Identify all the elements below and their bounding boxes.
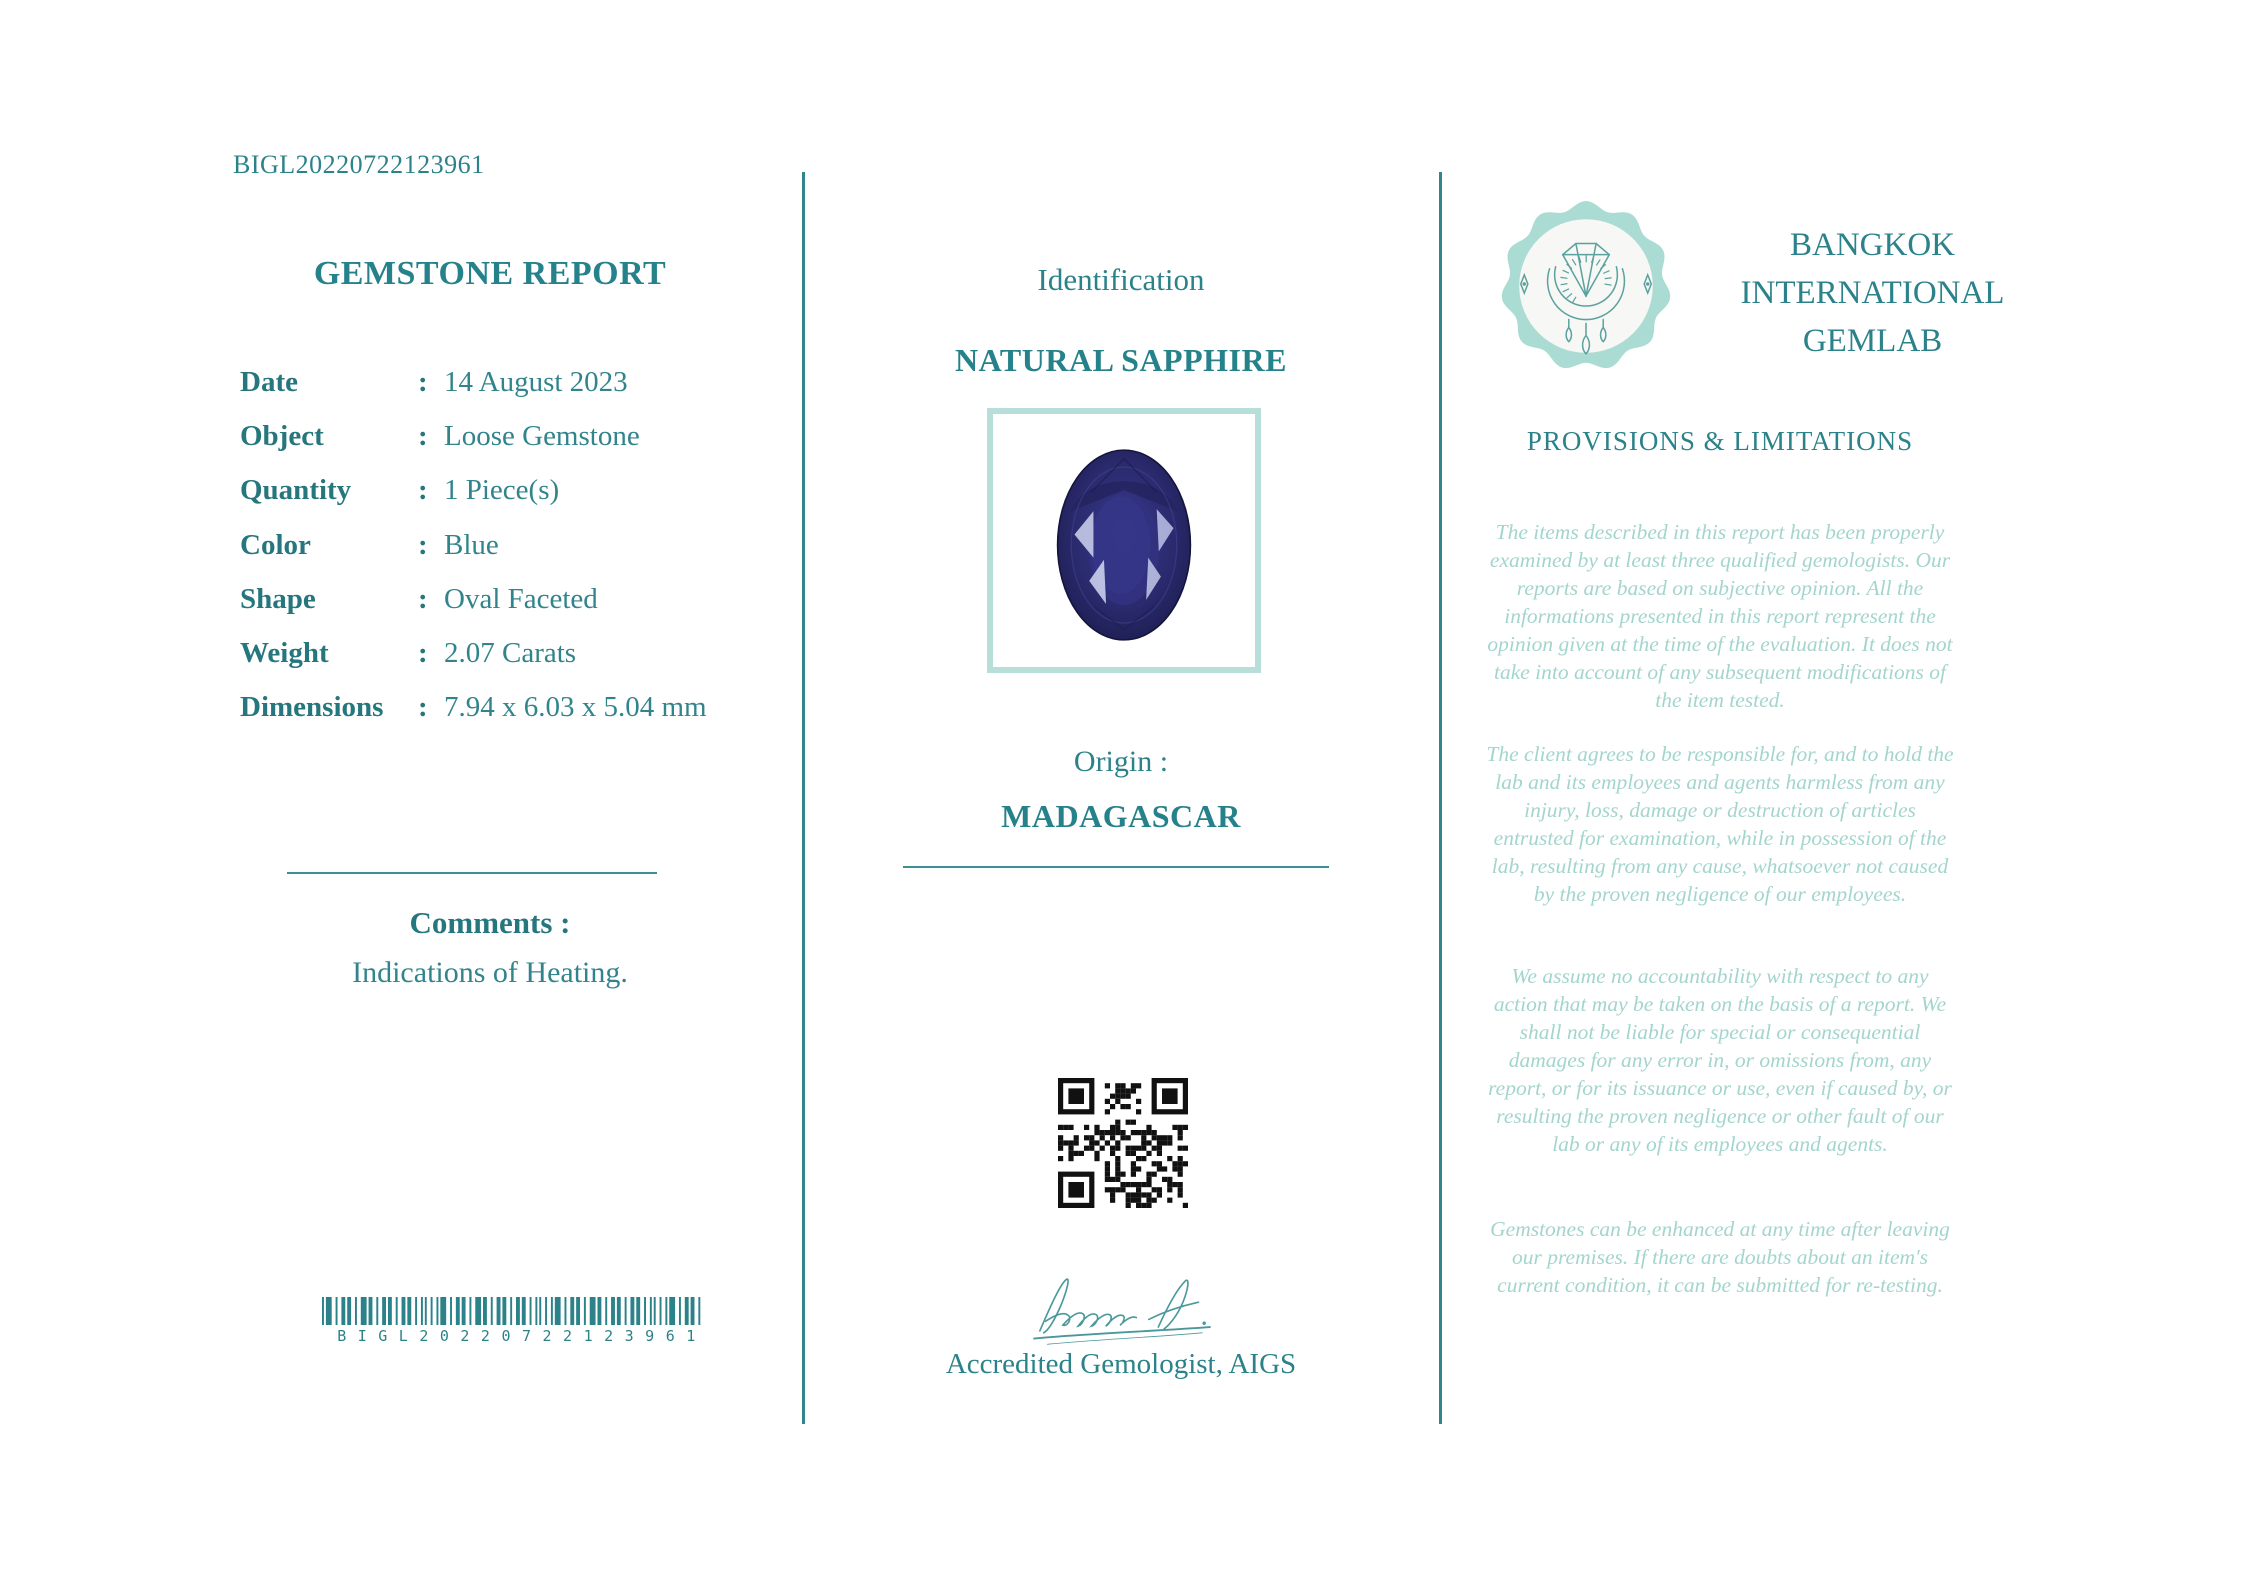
table-row — [240, 474, 780, 528]
gemologist-credential: Accredited Gemologist, AIGS — [945, 1348, 1297, 1380]
table-row — [240, 583, 780, 637]
lab-logo — [1500, 200, 1672, 372]
lab-name-line: GEMLAB — [1802, 323, 1943, 359]
gem-name: NATURAL SAPPHIRE — [955, 342, 1287, 378]
field-value: 14 August 2023 — [444, 366, 628, 398]
field-value: Oval Faceted — [444, 582, 598, 615]
field-label: Object — [240, 420, 324, 453]
field-colon: : — [418, 582, 428, 615]
origin-value: MADAGASCAR — [1001, 798, 1241, 834]
qr-code — [1058, 1078, 1188, 1208]
column-divider-left — [802, 172, 805, 1424]
field-colon: : — [418, 691, 428, 724]
field-label: Color — [240, 528, 311, 561]
provisions-paragraph: The items described in this report has been properly examined by at least three qualified gemologists. Our reports are based on subjective opinion. All the informations presented in this report represent the opinion given at the time of the evaluation. It does not take into account of any subsequent modifications of the item tested. — [1487, 520, 1953, 712]
comments-label: Comments : — [409, 905, 571, 940]
provisions-paragraph: Gemstones can be enhanced at any time after leaving our premises. If there are doubts about an item's current condition, it can be submitted for re-testing. — [1490, 1217, 1950, 1297]
field-label: Shape — [240, 582, 316, 615]
field-label: Date — [240, 366, 298, 398]
field-value: 7.94 x 6.03 x 5.04 mm — [444, 691, 707, 724]
barcode-caption: BIGL20220722123961 — [337, 1327, 707, 1345]
table-row — [240, 366, 780, 420]
table-row — [240, 420, 780, 474]
lab-name — [1700, 221, 2045, 365]
field-value: 2.07 Carats — [444, 636, 577, 669]
field-value: Blue — [444, 528, 499, 561]
field-value: 1 Piece(s) — [444, 474, 560, 507]
provisions-paragraph: We assume no accountability with respect to any action that may be taken on the basis of a report. We shall not be liable for special or consequential damages for any error in, or omissions from, any report, or for its issuance or use, even if caused by, or resulting the proven negligence or other fault of our lab or any of its employees and agents. — [1488, 964, 1952, 1156]
provisions-heading: PROVISIONS & LIMITATIONS — [1526, 426, 1914, 456]
lab-name-line: INTERNATIONAL — [1740, 275, 2005, 311]
report-fields-table — [240, 366, 780, 745]
lab-name-line: BANGKOK — [1790, 227, 1955, 263]
field-colon: : — [418, 366, 428, 398]
field-label: Quantity — [240, 474, 352, 507]
sapphire-gem-image — [1055, 448, 1193, 642]
report-title: GEMSTONE REPORT — [313, 255, 667, 292]
origin-divider — [903, 866, 1329, 868]
field-colon: : — [418, 636, 428, 669]
field-label: Weight — [240, 636, 329, 669]
origin-label: Origin : — [1073, 745, 1169, 778]
field-colon: : — [418, 474, 428, 507]
report-number: BIGL20220722123961 — [233, 150, 485, 179]
identification-heading: Identification — [1037, 262, 1205, 297]
comments-divider — [287, 872, 657, 874]
gem-photo-frame — [987, 408, 1261, 673]
field-colon: : — [418, 528, 428, 561]
gemologist-signature — [1026, 1264, 1218, 1350]
provisions-paragraph: The client agrees to be responsible for, and to hold the lab and its employees and agents harmless from any injury, loss, damage or destruction of articles entrusted for examination, while in possession of the lab, resulting from any cause, whatsoever not caused by the proven negligence of our employees. — [1486, 742, 1954, 906]
table-row — [240, 637, 780, 691]
column-divider-right — [1439, 172, 1442, 1424]
field-value: Loose Gemstone — [444, 420, 640, 453]
table-row — [240, 529, 780, 583]
field-label: Dimensions — [240, 691, 384, 724]
field-colon: : — [418, 420, 428, 453]
comments-text: Indications of Heating. — [352, 956, 628, 989]
table-row — [240, 691, 780, 745]
barcode — [322, 1297, 710, 1325]
